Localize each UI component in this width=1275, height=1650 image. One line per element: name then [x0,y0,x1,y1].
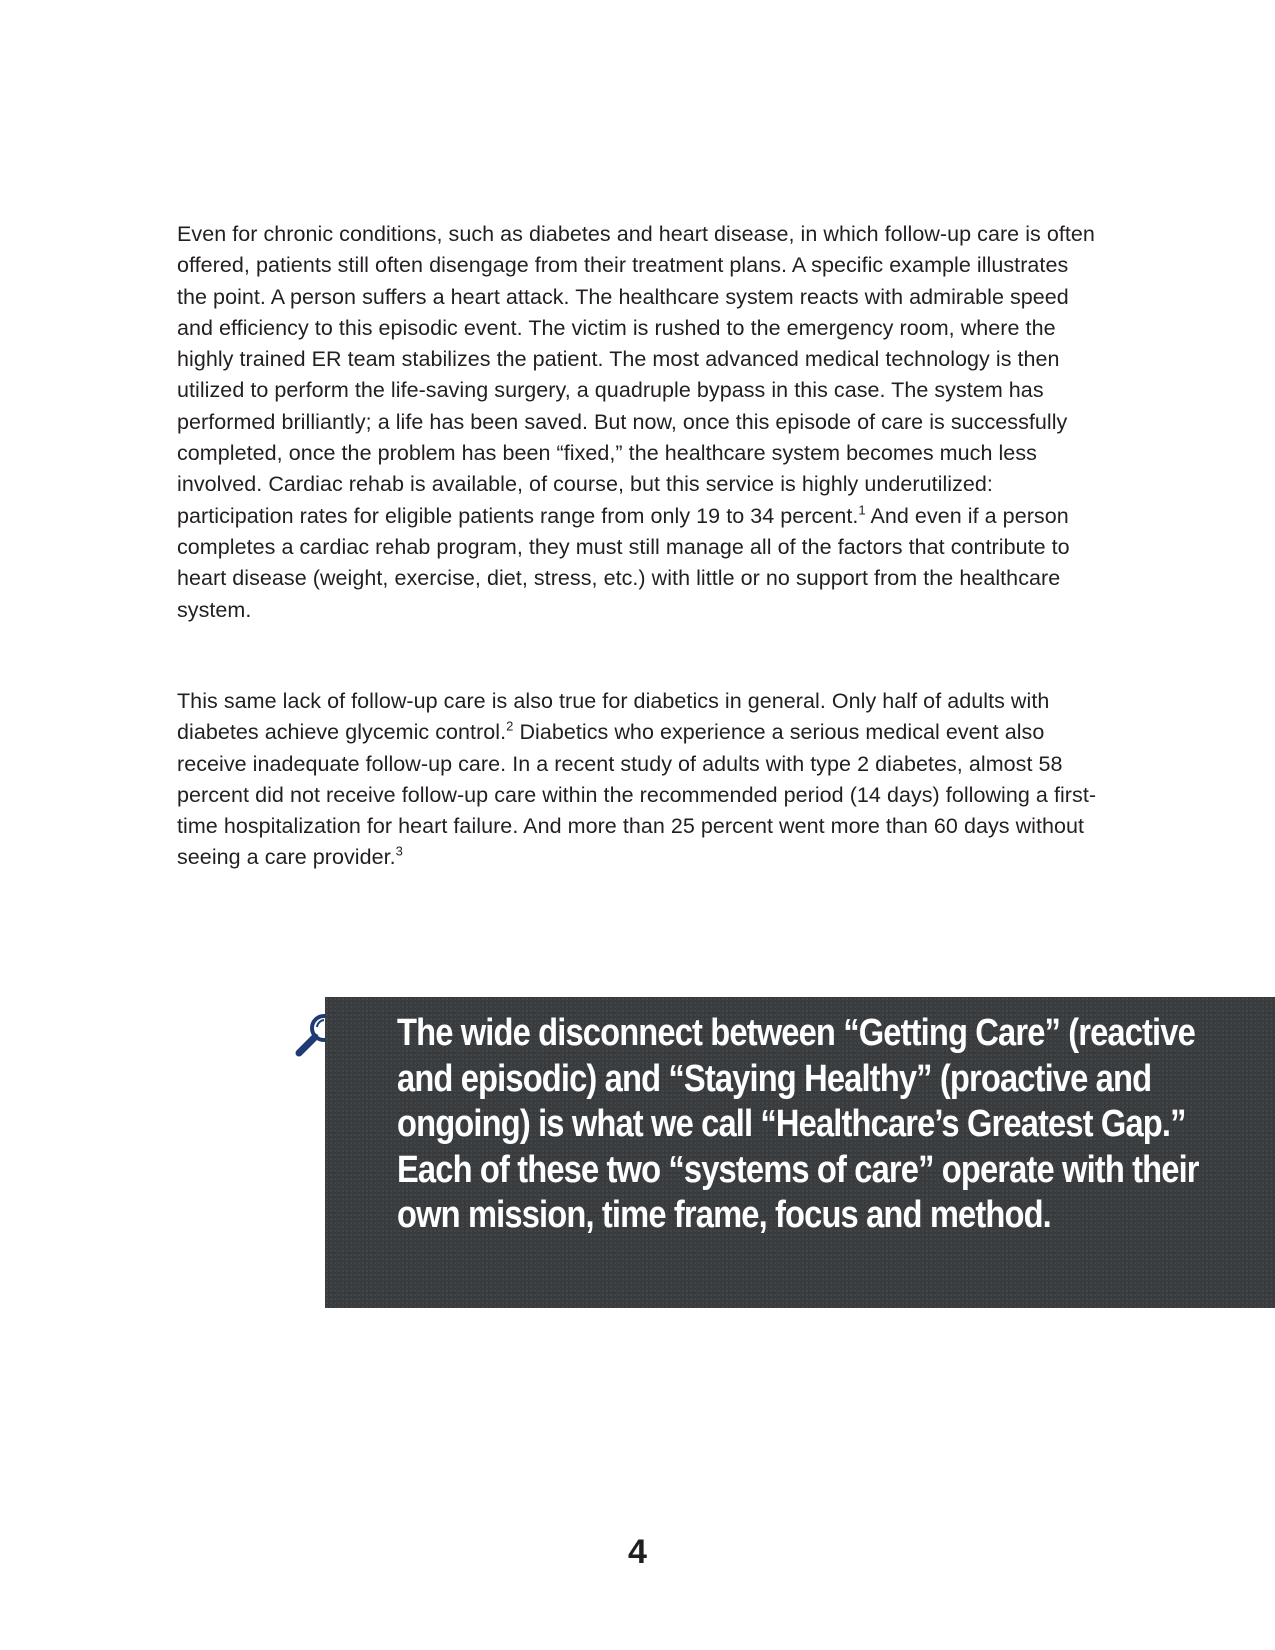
paragraph-2-text-a: This same lack of follow-up care is also true for diabetics in general. Only half of adults with diabetes achieve glycemic control. [177,689,1050,745]
body-paragraph-1 [177,219,1097,626]
callout-box [325,997,1275,1308]
footnote-ref-2: 2 [506,718,514,734]
paragraph-1-continuation: And even if a person completes a cardiac rehab program, they must still manage all of the factors that contribute to heart disease (weight, exercise, diet, stress, etc.) with little or no support from the healthcare system. [177,503,1070,622]
callout-text: The wide disconnect between “Getting Care” (reactive and episodic) and “Staying Healthy” (proactive and ongoing) is what we call “Healthcare’s Greatest Gap.” Each of these two “systems of care” operate with their own mission, time frame, focus and method. [397,1012,1199,1236]
footnote-ref-3: 3 [395,844,403,860]
paragraph-1-text: Even for chronic conditions, such as diabetes and heart disease, in which follow-up care is often offered, patients still often disengage from their treatment plans. A specific example illustrates the point. A person suffers a heart attack. The healthcare system reacts with admirable speed and efficiency to this episodic event. The victim is rushed to the emergency room, where the highly trained ER team stabilizes the patient. The most advanced medical technology is then utilized to perform the life-saving surgery, a quadruple bypass in this case. The system has performed brilliantly; a life has been saved. But now, once this episode of care is successfully completed, once the problem has been “fixed,” the healthcare system becomes much less involved. Cardiac rehab is available, of course, but this service is highly underutilized: participation rates for eligible patients range from only 19 to 34 percent. [177,222,1095,528]
page-number: 4 [628,1533,647,1571]
footnote-ref-1: 1 [858,502,866,518]
paragraph-2-text-b: Diabetics who experience a serious medical event also receive inadequate follow-up care. In a recent study of adults with type 2 diabetes, almost 58 percent did not receive follow-up care within the recommended period (14 days) following a first-time hospitalization for heart failure. And more than 25 percent went more than 60 days without seeing a care provider. [177,720,1097,870]
body-paragraph-2 [177,686,1097,874]
